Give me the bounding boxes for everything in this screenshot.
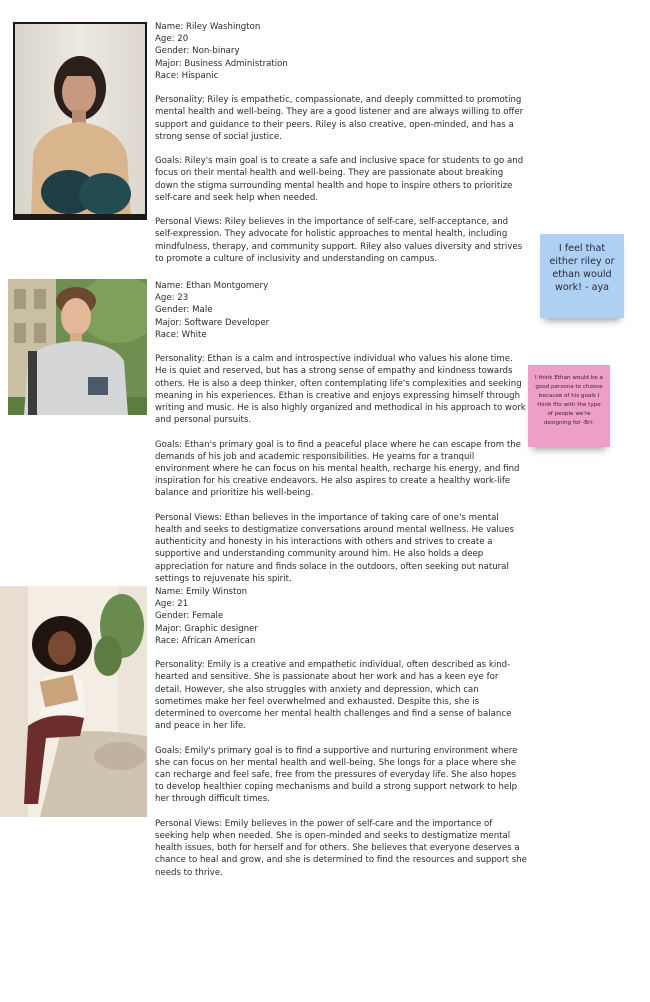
emily-name: Name: Emily Winston	[155, 587, 248, 597]
riley-details	[155, 21, 527, 277]
ethan-personality: Personality: Ethan is a calm and introspective individual who values his alone time. He is quiet and reserved, but has a strong sense of empathy and kindness towards others. He is also a deep thinker, often contemplating life's complexities and seeking meaning in his experiences. Ethan is creative and enjoys expressing himself through writing and music. He is also highly organized and methodical in his approach to work and personal pursuits.	[155, 354, 526, 426]
ethan-age: Age: 23	[155, 293, 189, 304]
emily-race: Race: African American	[155, 635, 256, 646]
emily-age: Age: 21	[155, 599, 189, 610]
ethan-goals: Goals: Ethan's primary goal is to find a peaceful place where he can escape from the demands of his job and academic responsibilities. He yearns for a tranquil environment where he can focus on his mental health, recharge his energy, and find inspiration for his creative endeavors. He also aspires to create a healthy work-life balance and prioritize his well-being.	[155, 439, 521, 499]
sticky-note-bri[interactable]	[528, 365, 610, 447]
riley-gender: Gender: Non-binary	[155, 46, 240, 57]
emily-goals: Goals: Emily's primary goal is to find a supportive and nurturing environment where she can focus on her mental health and well-being. She longs for a place where she can recharge and feel safe, free from the pressures of everyday life. She also hopes to develop healthier coping mechanisms and build a strong support network to help her through difficult times.	[155, 745, 518, 805]
ethan-portrait-image	[8, 279, 147, 415]
riley-goals: Goals: Riley's main goal is to create a safe and inclusive space for students to go and focus on their mental health and well-being. They are passionate about breaking down the stigma surrounding mental health and hope to inspire others to prioritize self-care and seek help when needed.	[155, 156, 524, 203]
sticky-note-aya[interactable]	[540, 234, 624, 318]
emily-photo	[0, 586, 147, 817]
riley-name: Name: Riley Washington	[155, 22, 261, 32]
sticky-note-aya-text: I feel that either riley or ethan would work! - aya	[549, 243, 615, 293]
riley-major: Major: Business Administration	[155, 58, 288, 69]
emily-views: Personal Views: Emily believes in the power of self-care and the importance of seeking help when needed. She is open-minded and seeks to destigmatize mental health issues, both for herself and for others. She believes that everyone deserves a chance to heal and grow, and she is determined to find the resources and support she needs to thrive.	[155, 818, 527, 878]
riley-photo	[13, 22, 147, 220]
emily-gender: Gender: Female	[155, 611, 224, 622]
emily-major: Major: Graphic designer	[155, 623, 258, 634]
emily-personality: Personality: Emily is a creative and empathetic individual, often described as kind-hearted and sensitive. She is passionate about her work and has a keen eye for detail. However, she also struggles with anxiety and depression, which can sometimes make her feel overwhelmed and exhausted. Despite this, she is determined to overcome her mental health challenges and find a sense of balance and peace in her life.	[155, 660, 512, 732]
ethan-details	[155, 280, 527, 597]
emily-details	[155, 586, 527, 891]
riley-portrait-image	[13, 22, 147, 220]
ethan-race: Race: White	[155, 329, 207, 340]
riley-age: Age: 20	[155, 34, 189, 45]
sticky-note-bri-text: I think Ethan would be a good persona to choose because of his goals I think fits with the type of people we're designing for -Bri-	[535, 375, 603, 426]
riley-race: Race: Hispanic	[155, 70, 219, 81]
ethan-gender: Gender: Male	[155, 305, 213, 316]
ethan-major: Major: Software Developer	[155, 317, 270, 328]
ethan-views: Personal Views: Ethan believes in the importance of taking care of one's mental health and seeks to destigmatize conversations around mental wellness. He values authenticity and honesty in his interactions with others and strives to create a supportive and understanding community around him. He also holds a deep appreciation for nature and finds solace in the outdoors, often seeking out natural settings to rejuvenate his spirit.	[155, 512, 515, 584]
riley-personality: Personality: Riley is empathetic, compassionate, and deeply committed to promoting mental health and well-being. They are a good listener and are always willing to offer support and guidance to their peers. Riley is also creative, open-minded, and has a strong sense of social justice.	[155, 95, 524, 142]
emily-portrait-image	[0, 586, 147, 817]
riley-views: Personal Views: Riley believes in the importance of self-care, self-acceptance, and self-expression. They advocate for holistic approaches to mental health, including mindfulness, therapy, and community support. Riley also values diversity and strives to promote a culture of inclusivity and understanding on campus.	[155, 217, 523, 264]
ethan-name: Name: Ethan Montgomery	[155, 281, 269, 291]
ethan-photo	[8, 279, 147, 415]
